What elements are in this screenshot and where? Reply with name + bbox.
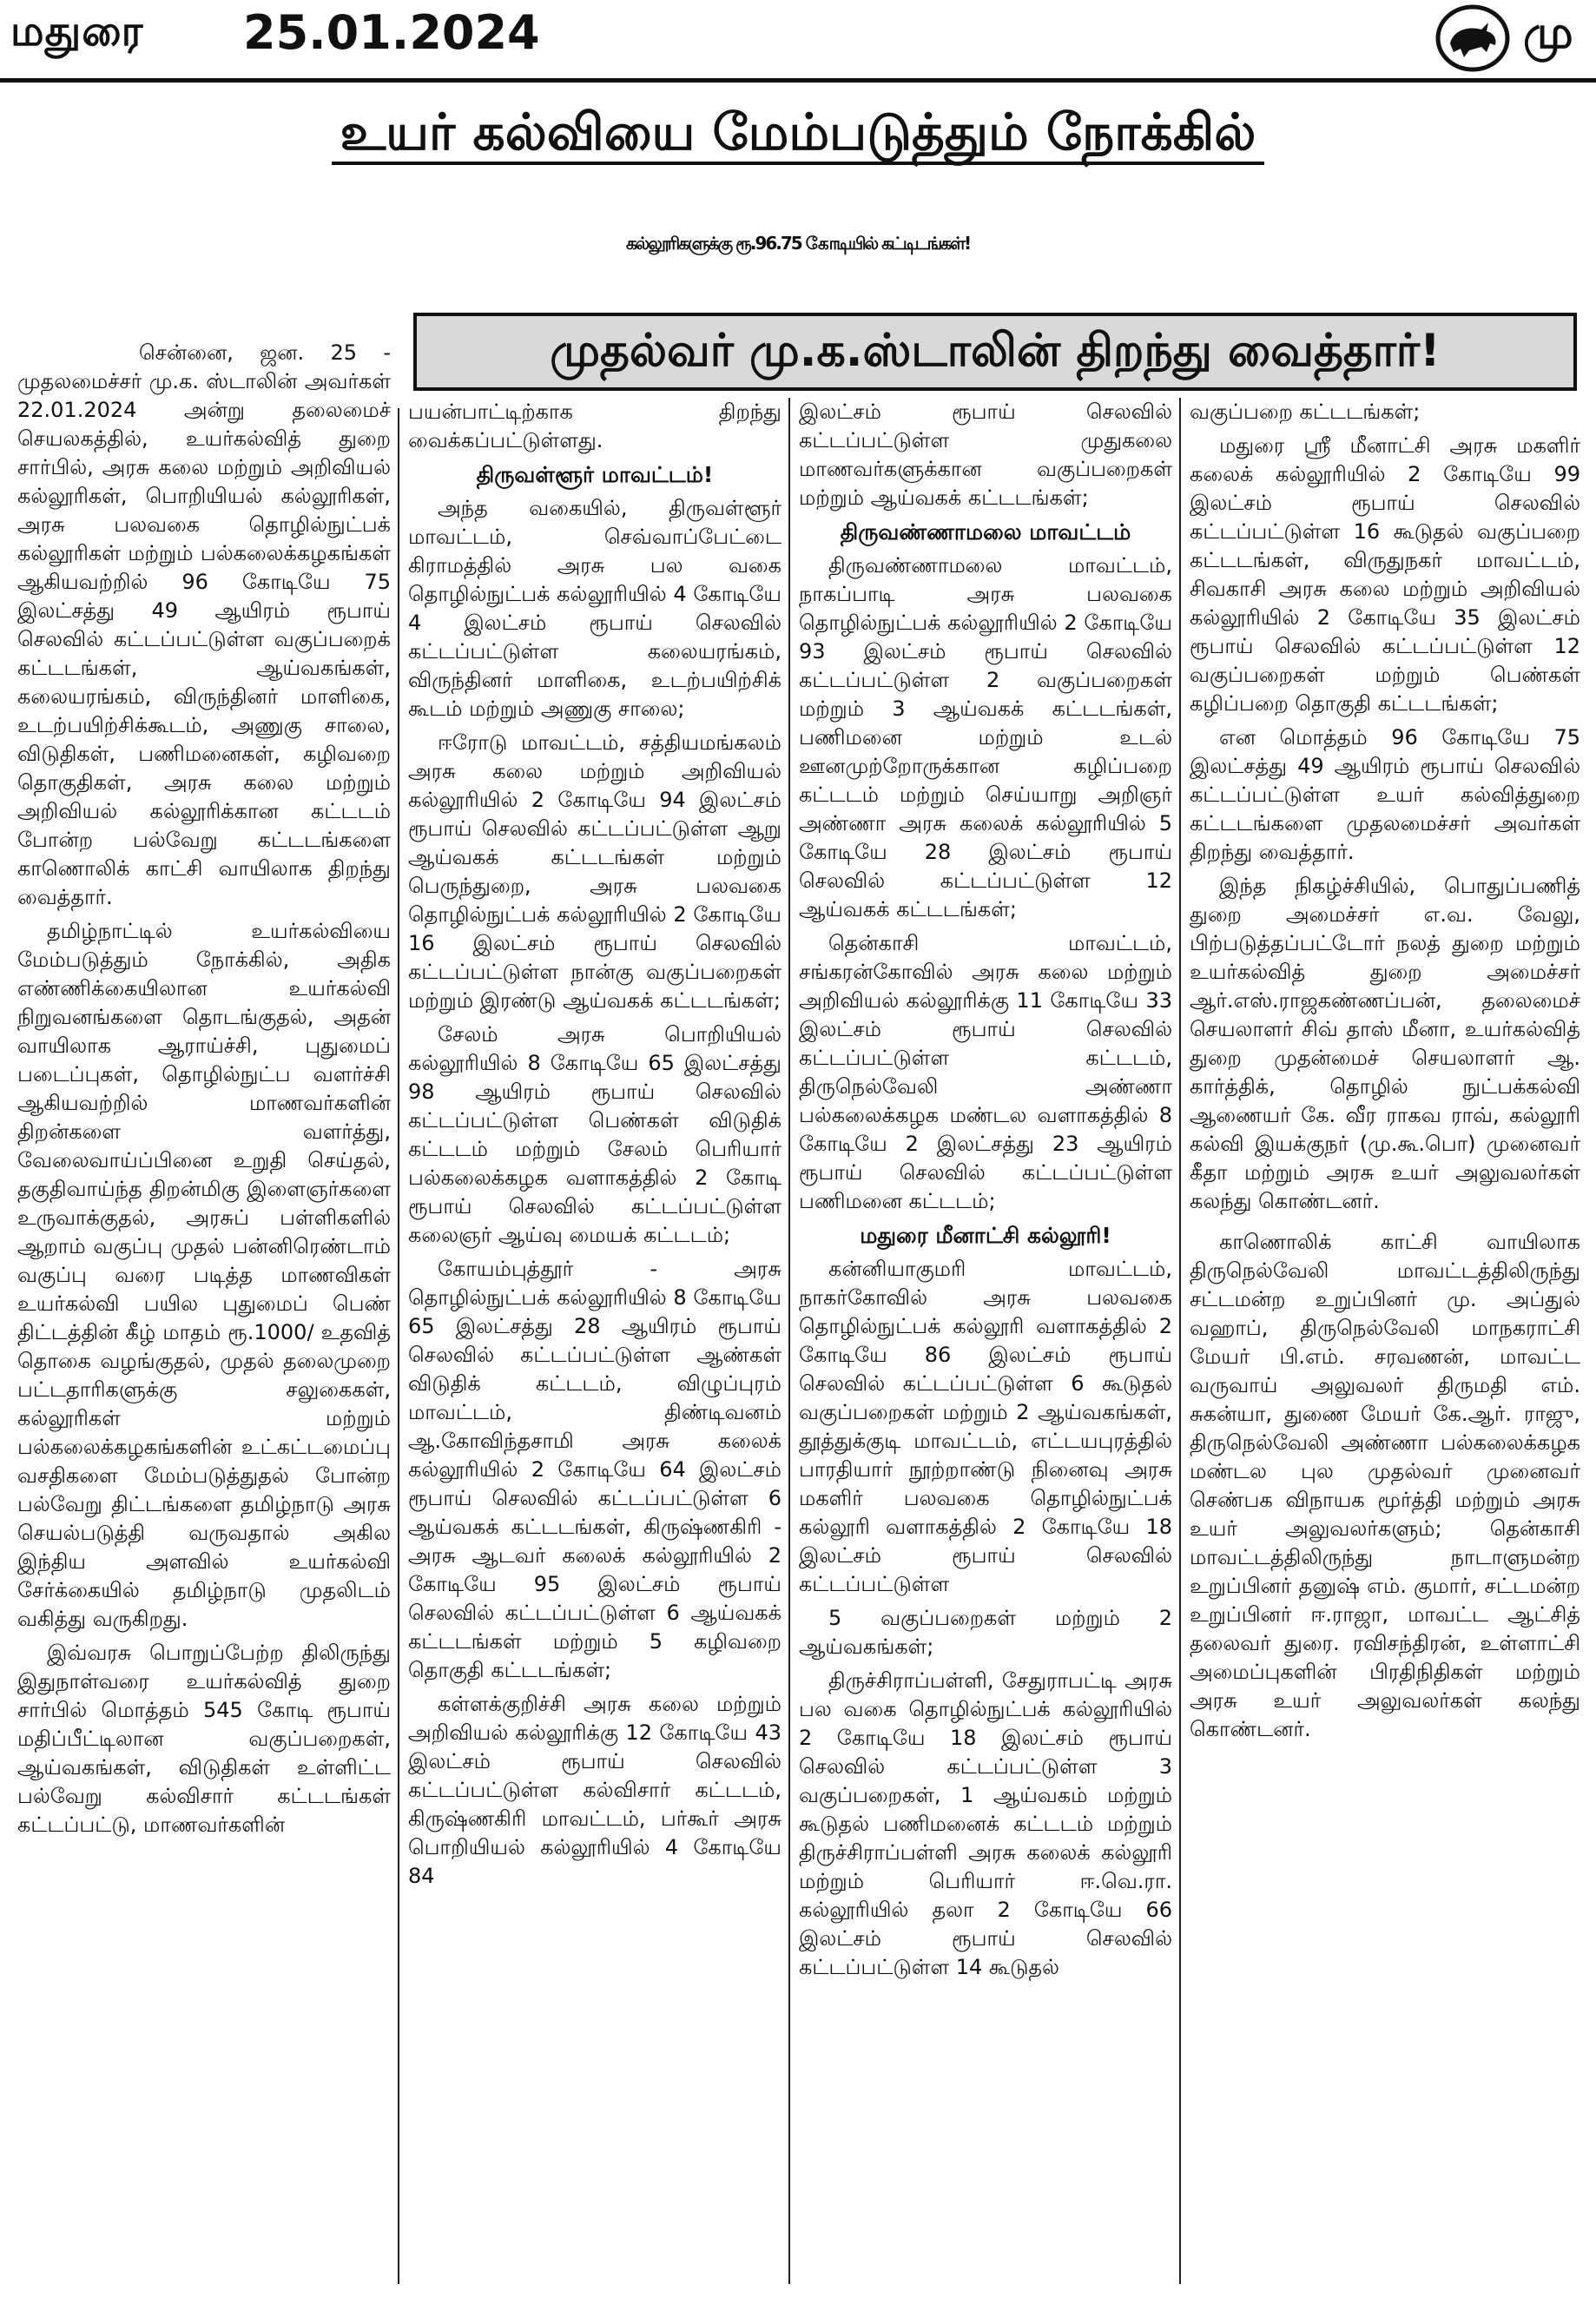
paragraph: இந்த நிகழ்ச்சியில், பொதுப்பணித் துறை அமைச்சர் எ.வ. வேலு, பிற்படுத்தப்பட்டோர் நலத் துறை மற்றும் உயர்கல்வித் துறை அமைச்சர் ஆர்.எஸ்.ராஜகண்ணப்பன், தலைமைச் செயலாளர் சிவ் தாஸ் மீனா, உயர்கல்வித் துறை முதன்மைச் செயலாளர் ஆ. கார்த்திக், தொழில் நுட்பக்கல்வி ஆணையர் கே. வீர ராகவ ராவ், கல்லூரி கல்வி இயக்குநர் (மு.கூ.பொ) முனைவர் கீதா மற்றும் அரசு உயர் அலுவலர்கள் கலந்து கொண்டனர். (1190, 874, 1580, 1213)
paragraph: மதுரை ஸ்ரீ மீனாட்சி அரசு மகளிர் கலைக் கல்லூரியில் 2 கோடியே 99 இலட்சம் ரூபாய் செலவில் கட்டப்பட்டுள்ள 16 கூடுதல் வகுப்பறை கட்டடங்கள், விருதுநகர் மாவட்டம், சிவகாசி அரசு கலை மற்றும் அறிவியல் கல்லூரியில் 2 கோடியே 35 இலட்சம் ரூபாய் செலவில் கட்டப்பட்டுள்ள 12 வகுப்பறைகள் மற்றும் பெண்கள் கழிப்பறை தொகுதி கட்டடங்கள்; (1190, 433, 1580, 716)
kicker-text: உயர் கல்வியை மேம்படுத்தும் நோக்கில் (332, 102, 1265, 165)
paragraph: திருவண்ணாமலை மாவட்டம், நாகப்பாடி அரசு பலவகை தொழில்நுட்பக் கல்லூரியில் 2 கோடியே 93 இலட்சம் ரூபாய் செலவில் கட்டப்பட்டுள்ள 2 வகுப்பறைகள் மற்றும் 3 ஆய்வகக் கட்டடங்கள், பணிமனை மற்றும் உடல் ஊனமுற்றோருக்கான கழிப்பறை கட்டடம் மற்றும் செய்யாறு அறிஞர் அண்ணா அரசு கலைக் கல்லூரியில் 5 கோடியே 28 இலட்சம் ரூபாய் செலவில் கட்டப்பட்டுள்ள 12 ஆய்வகக் கட்டடங்கள்; (799, 553, 1172, 921)
paragraph: கன்னியாகுமரி மாவட்டம், நாகர்கோவில் அரசு பலவகை தொழில்நுட்பக் கல்லூரி வளாகத்தில் 2 கோடியே 86 இலட்சம் ரூபாய் செலவில் கட்டப்பட்டுள்ள 6 கூடுதல் வகுப்பறைகள் மற்றும் 2 ஆய்வகங்கள், தூத்துக்குடி மாவட்டம், எட்டயபுரத்தில் பாரதியார் நூற்றாண்டு நினைவு அரசு மகளிர் பலவகை தொழில்நுட்பக் கல்லூரி வளாகத்தில் 2 கோடியே 18 இலட்சம் ரூபாய் செலவில் கட்டப்பட்டுள்ள (799, 1257, 1172, 1596)
paragraph: இலட்சம் ரூபாய் செலவில் கட்டப்பட்டுள்ள முதுகலை மாணவர்களுக்கான வகுப்பறைகள் மற்றும் ஆய்வகக் கட்டடங்கள்; (799, 400, 1172, 510)
edition-date: 25.01.2024 (243, 5, 540, 60)
paragraph: காணொலிக் காட்சி வாயிலாக திருநெல்வேலி மாவட்டத்திலிருந்து சட்டமன்ற உறுப்பினர் மு. அப்துல் வஹாப், திருநெல்வேலி மாநகராட்சி மேயர் பி.எம். சரவணன், மாவட்ட வருவாய் அலுவலர் திருமதி எம். சுகன்யா, துணை மேயர் கே.ஆர். ராஜு, திருநெல்வேலி அண்ணா பல்கலைக்கழக மண்டல புல முதல்வர் முனைவர் செண்பக விநாயக மூர்த்தி மற்றும் அரசு உயர் அலுவலர்களும்; தென்காசி மாவட்டத்திலிருந்து நாடாளுமன்ற உறுப்பினர் தனுஷ் எம். குமார், சட்டமன்ற உறுப்பினர் ஈ.ராஜா, மாவட்ட ஆட்சித் தலைவர் துரை. ரவிசந்திரன், உள்ளாட்சி அமைப்புகளின் பிரதிநிதிகள் மற்றும் அரசு உயர் அலுவலர்கள் கலந்து கொண்டனர். (1190, 1230, 1580, 1741)
paragraph: பயன்பாட்டிற்காக திறந்து வைக்கப்பட்டுள்ளது. (408, 400, 782, 452)
paragraph: இவ்வரசு பொறுப்பேற்ற திலிருந்து இதுநாள்வரை உயர்கல்வித் துறை சார்பில் மொத்தம் 545 கோடி ரூபாய் மதிப்பீட்டிலான வகுப்பறைகள், ஆய்வகங்கள், விடுதிகள் உள்ளிட்ட பல்வேறு கல்விசார் கட்டடங்கள் கட்டப்பட்டு, மாணவர்களின் (17, 1641, 391, 1837)
paragraph: அந்த வகையில், திருவள்ளூர் மாவட்டம், செவ்வாப்பேட்டை கிராமத்தில் அரசு பல வகை தொழில்நுட்பக் கல்லூரியில் 4 கோடியே 4 இலட்சம் ரூபாய் செலவில் கட்டப்பட்டுள்ள கலையரங்கம், விருந்தினர் மாளிகை, உடற்பயிற்சிக் கூடம் மற்றும் அணுகு சாலை; (408, 496, 782, 721)
edition-city: மதுரை (10, 7, 144, 56)
column-rule (1179, 398, 1181, 2284)
paragraph: திருச்சிராப்பள்ளி, சேதுராபட்டி அரசு பல வகை தொழில்நுட்பக் கல்லூரியில் 2 கோடியே 18 இலட்சம் ரூபாய் செலவில் கட்டப்பட்டுள்ள 3 வகுப்பறைகள், 1 ஆய்வகம் மற்றும் கூடுதல் பணிமனைக் கட்டடம் மற்றும் திருச்சிராப்பள்ளி அரசு கலைக் கல்லூரி மற்றும் பெரியார் ஈ.வெ.ரா. கல்லூரியில் தலா 2 கோடியே 66 இலட்சம் ரூபாய் செலவில் கட்டப்பட்டுள்ள 14 கூடுதல் (799, 1668, 1172, 1979)
article-column-3 (799, 398, 1172, 1987)
masthead (0, 0, 1596, 83)
paragraph: தமிழ்நாட்டில் உயர்கல்வியை மேம்படுத்தும் நோக்கில், அதிக எண்ணிக்கையிலான உயர்கல்வி நிறுவனங்களை தொடங்குதல், அதன் வாயிலாக ஆராய்ச்சி, புதுமைப் படைப்புகள், தொழில்நுட்ப வளர்ச்சி ஆகியவற்றில் மாணவர்களின் திறன்களை வளர்த்து, வேலைவாய்ப்பினை உறுதி செய்தல், தகுதிவாய்ந்த திறன்மிகு இளைஞர்களை உருவாக்குதல், அரசுப் பள்ளிகளில் ஆறாம் வகுப்பு முதல் பன்னிரெண்டாம் வகுப்பு வரை படித்த மாணவிகள் உயர்கல்வி பயில புதுமைப் பெண் திட்டத்தின் கீழ் மாதம் ரூ.1000/ உதவித் தொகை வழங்குதல், முதல் தலைமுறை பட்டதாரிகளுக்கு சலுகைகள், கல்லூரிகள் மற்றும் பல்கலைக்கழகங்களின் உட்கட்டமைப்பு வசதிகளை மேம்படுத்துதல் போன்ற பல்வேறு திட்டங்களை தமிழ்நாடு அரசு செயல்படுத்தி வருவதால் அகில இந்திய அளவில் உயர்கல்வி சேர்க்கையில் தமிழ்நாடு முதலிடம் வகித்து வருகிறது. (17, 919, 391, 1631)
section-heading: திருவள்ளூர் மாவட்டம்! (476, 462, 714, 487)
paragraph: கோயம்புத்தூர் - அரசு தொழில்நுட்பக் கல்லூரியில் 8 கோடியே 65 இலட்சத்து 28 ஆயிரம் ரூபாய் செலவில் கட்டப்பட்டுள்ள ஆண்கள் விடுதிக் கட்டடம், விழுப்புரம் மாவட்டம், திண்டிவனம் ஆ.கோவிந்தசாமி அரசு கலைக் கல்லூரியில் 2 கோடியே 64 இலட்சம் ரூபாய் செலவில் கட்டப்பட்டுள்ள 6 ஆய்வகக் கட்டடங்கள், கிருஷ்ணகிரி - அரசு ஆடவர் கலைக் கல்லூரியில் 2 கோடியே 95 இலட்சம் ரூபாய் செலவில் கட்டப்பட்டுள்ள 6 ஆய்வகக் கட்டடங்கள் மற்றும் 5 கழிவறை தொகுதி கட்டடங்கள்; (408, 1257, 782, 1682)
subhead: முதல்வர் மு.க.ஸ்டாலின் திறந்து வைத்தார்! (413, 313, 1577, 391)
article-column-1 (17, 339, 391, 1845)
section-heading: திருவண்ணாமலை மாவட்டம் (840, 519, 1131, 545)
article-column-4 (1190, 398, 1580, 1749)
paragraph: தென்காசி மாவட்டம், சங்கரன்கோவில் அரசு கலை மற்றும் அறிவியல் கல்லூரிக்கு 11 கோடியே 33 இலட்சம் ரூபாய் செலவில் கட்டப்பட்டுள்ள கட்டடம், திருநெல்வேலி அண்ணா பல்கலைக்கழக மண்டல வளாகத்தில் 8 கோடியே 2 இலட்சத்து 23 ஆயிரம் ரூபாய் செலவில் கட்டப்பட்டுள்ள பணிமனை கட்டடம்; (799, 931, 1172, 1213)
paragraph: சேலம் அரசு பொறியியல் கல்லூரியில் 8 கோடியே 65 இலட்சத்து 98 ஆயிரம் ரூபாய் செலவில் கட்டப்பட்டுள்ள பெண்கள் விடுதிக் கட்டடம் மற்றும் சேலம் பெரியார் பல்கலைக்கழக வளாகத்தில் 2 கோடி ரூபாய் செலவில் கட்டப்பட்டுள்ள கலைஞர் ஆய்வு மையக் கட்டடம்; (408, 1022, 782, 1247)
paragraph: சென்னை, ஜன. 25 - முதலமைச்சர் மு.க. ஸ்டாலின் அவர்கள் 22.01.2024 அன்று தலைமைச் செயலகத்தில், உயர்கல்வித் துறை சார்பில், அரசு கலை மற்றும் அறிவியல் கல்லூரிகள், பொறியியல் கல்லூரிகள், அரசு பலவகை தொழில்நுட்பக் கல்லூரிகள் மற்றும் பல்கலைக்கழகங்கள் ஆகியவற்றில் 96 கோடியே 75 இலட்சத்து 49 ஆயிரம் ரூபாய் செலவில் கட்டப்பட்டுள்ள வகுப்பறைக் கட்டடங்கள், ஆய்வகங்கள், கலையரங்கம், விருந்தினர் மாளிகை, உடற்பயிற்சிக்கூடம், அணுகு சாலை, விடுதிகள், பணிமனைகள், கழிவறை தொகுதிகள், அரசு கலை மற்றும் அறிவியல் கல்லூரிக்கான கட்டடம் போன்ற பல்வேறு கட்டடங்களை காணொலிக் காட்சி வாயிலாக திறந்து வைத்தார். (17, 340, 391, 909)
kicker (0, 102, 1596, 168)
headline: கல்லூரிகளுக்கு ரூ.96.75 கோடியில் கட்டிடங்கள்! (625, 233, 971, 254)
paragraph: வகுப்பறை கட்டடங்கள்; (1190, 400, 1421, 424)
column-rule (398, 408, 399, 2284)
column-rule (788, 398, 790, 2284)
bull-logo-icon (1434, 3, 1511, 73)
article-column-2 (408, 398, 782, 1896)
section-heading: மதுரை மீனாட்சி கல்லூரி! (860, 1223, 1111, 1248)
paragraph: 5 வகுப்பறைகள் மற்றும் 2 ஆய்வகங்கள்; (799, 1606, 1172, 1659)
paragraph: கள்ளக்குறிச்சி அரசு கலை மற்றும் அறிவியல் கல்லூரிக்கு 12 கோடியே 43 இலட்சம் ரூபாய் செலவில் கட்டப்பட்டுள்ள கல்விசார் கட்டடம், கிருஷ்ணகிரி மாவட்டம், பர்கூர் அரசு பொறியியல் கல்லூரியில் 4 கோடியே 84 (408, 1692, 782, 1888)
paragraph: ஈரோடு மாவட்டம், சத்தியமங்கலம் அரசு கலை மற்றும் அறிவியல் கல்லூரியில் 2 கோடியே 94 இலட்சம் ரூபாய் செலவில் கட்டப்பட்டுள்ள ஆறு ஆய்வகக் கட்டடங்கள் மற்றும் பெருந்துறை, அரசு பலவகை தொழில்நுட்பக் கல்லூரியில் 2 கோடியே 16 இலட்சம் ரூபாய் செலவில் கட்டப்பட்டுள்ள நான்கு வகுப்பறைகள் மற்றும் இரண்டு ஆய்வகக் கட்டடங்கள்; (408, 730, 782, 1013)
paper-name: மு (1523, 7, 1573, 59)
paragraph: என மொத்தம் 96 கோடியே 75 இலட்சத்து 49 ஆயிரம் ரூபாய் செலவில் கட்டப்பட்டுள்ள உயர் கல்வித்துறை கட்டடங்களை முதலமைச்சர் அவர்கள் திறந்து வைத்தார். (1190, 725, 1580, 864)
